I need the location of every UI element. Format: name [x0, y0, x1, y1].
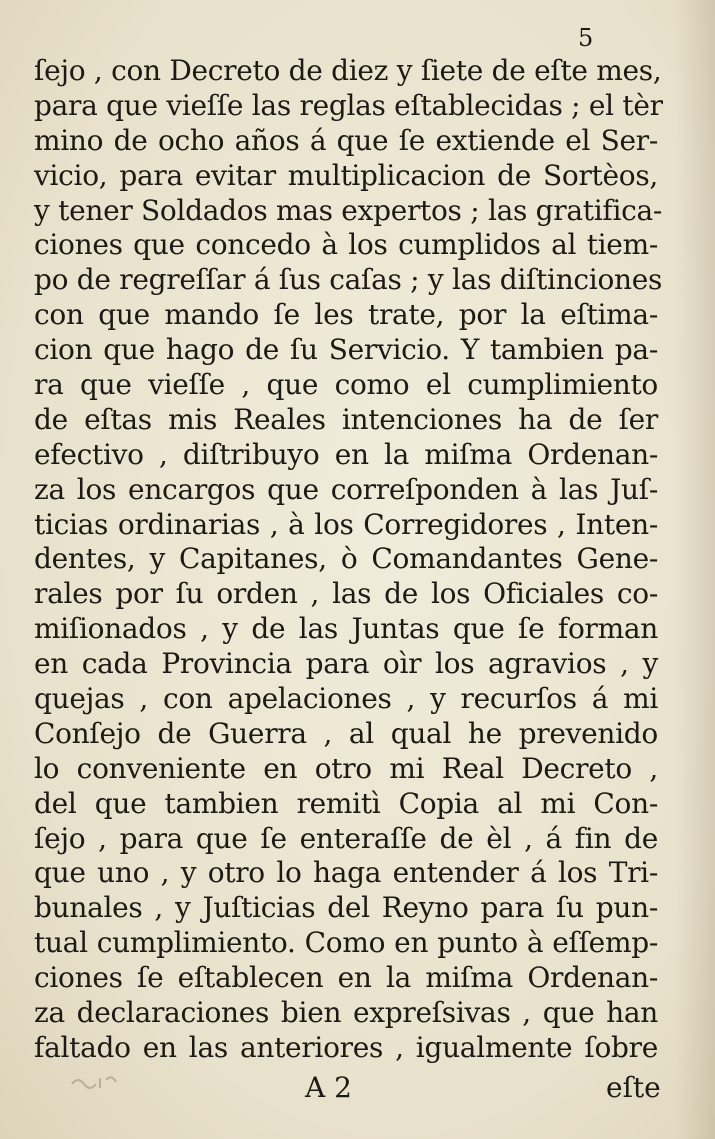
text-line: ciones que concedo à los cumplidos al tiem-	[34, 228, 658, 262]
text-line: del que tambien remitì Copia al mi Con-	[34, 786, 658, 820]
text-line: en cada Provincia para oìr los agravios , y	[34, 647, 658, 681]
signature-mark: A 2	[305, 1071, 352, 1104]
text-line: ſejo , con Decreto de diez y ſiete de eſte mes,	[34, 54, 662, 87]
text-line: ra que vieſſe , que como el cumplimiento	[34, 368, 658, 402]
text-line: rales por ſu orden , las de los Oficiales co-	[34, 577, 658, 611]
catchword: eſte	[606, 1071, 661, 1104]
page-footer	[0, 1068, 715, 1108]
text-line: faltado en las anteriores , igualmente ſobre	[34, 1030, 658, 1064]
text-line: para que vieſſe las reglas eſtablecidas ; el tèr	[34, 88, 663, 122]
text-line: Conſejo de Guerra , al qual he prevenido	[34, 716, 658, 750]
text-line: de eſtas mis Reales intenciones ha de ſer	[34, 402, 658, 436]
body-text	[34, 54, 663, 1066]
text-line: miſionados , y de las Juntas que ſe forman	[34, 612, 658, 646]
text-line: ticias ordinarias , à los Corregidores , Inten-	[34, 507, 658, 541]
text-line: ſejo , para que ſe enteraſſe de èl , á fin de	[34, 821, 658, 855]
page-edge-shadow	[675, 0, 715, 1139]
text-line: cion que hago de ſu Servicio. Y tambien pa-	[34, 333, 658, 367]
text-line: quejas , con apelaciones , y recurſos á mi	[34, 682, 658, 716]
text-line: po de regreſſar á ſus caſas ; y las diſtinciones	[34, 263, 663, 297]
ink-bleed-mark	[70, 1072, 120, 1090]
text-line: lo conveniente en otro mi Real Decreto ,	[34, 751, 658, 785]
text-line: ciones ſe eſtablecen en la miſma Ordenan-	[34, 961, 658, 995]
text-line: vicio, para evitar multiplicacion de Sortèos,	[34, 158, 658, 192]
text-line: y tener Soldados mas expertos ; las gratifica-	[34, 193, 663, 227]
text-line: za los encargos que correſponden à las Juſ-	[34, 472, 658, 506]
text-line: mino de ocho años á que ſe extiende el Ser-	[34, 123, 658, 157]
text-line: que uno , y otro lo haga entender á los Tri-	[34, 856, 658, 890]
text-line: za declaraciones bien expreſsivas , que han	[34, 996, 658, 1030]
text-line: efectivo , diſtribuyo en la miſma Ordenan-	[34, 437, 658, 471]
text-line: tual cumplimiento. Como en punto à eſſemp-	[34, 926, 658, 960]
text-line: bunales , y Juſticias del Reyno para ſu pun-	[34, 891, 658, 925]
text-line: con que mando ſe les trate, por la eſtima-	[34, 298, 658, 332]
page-number: 5	[578, 24, 594, 52]
text-line: dentes, y Capitanes, ò Comandantes Gene-	[34, 542, 658, 576]
